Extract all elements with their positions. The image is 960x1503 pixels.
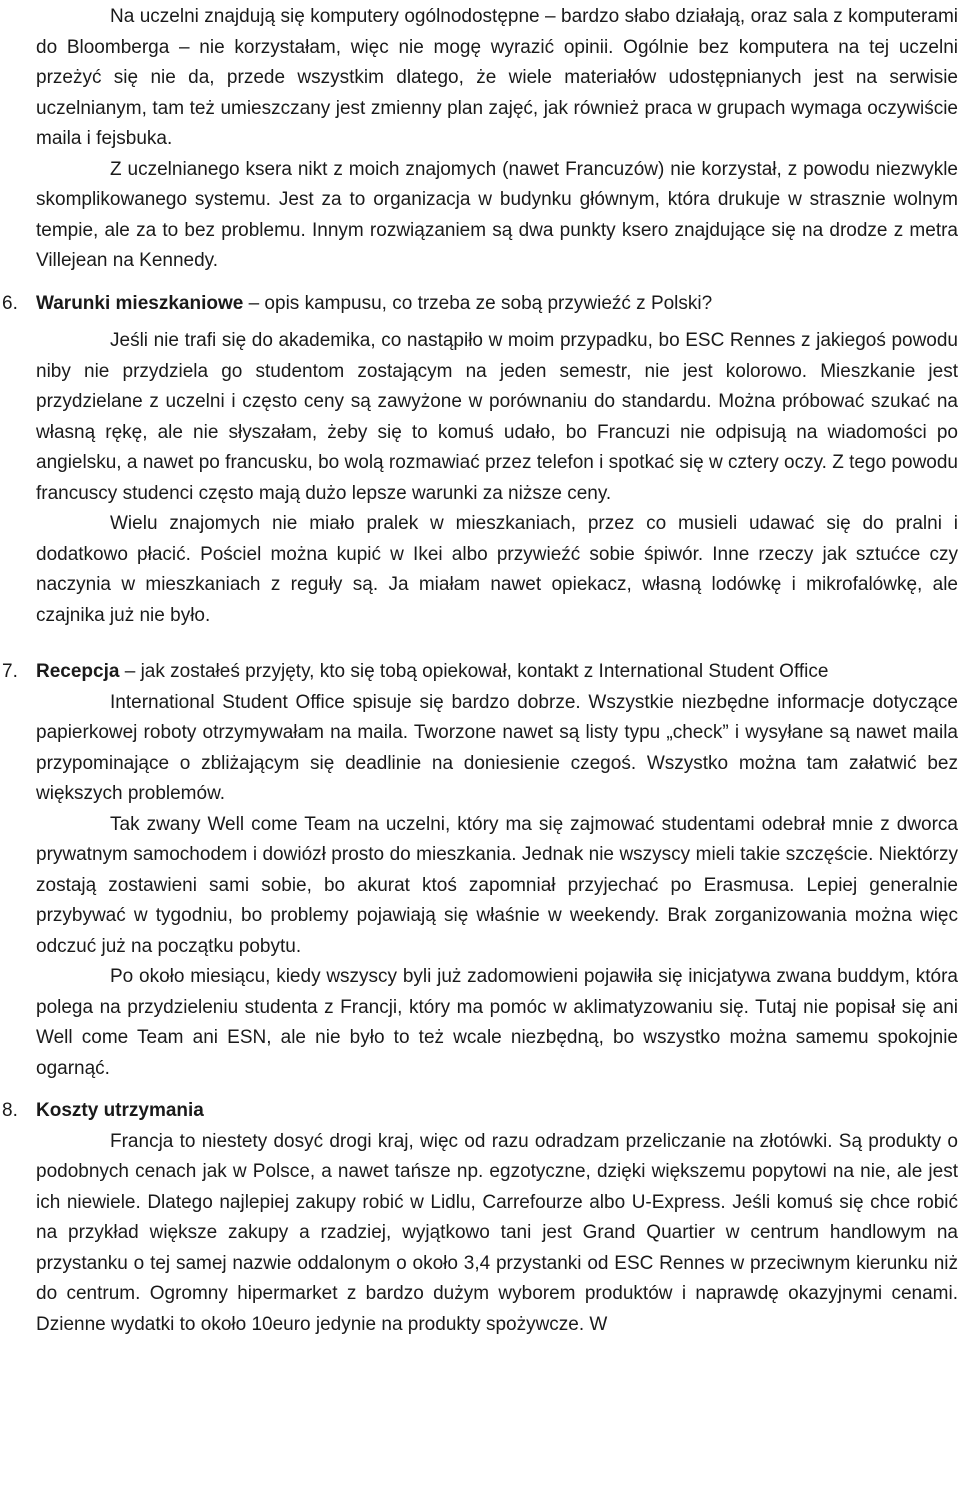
section-6-paragraph-equipment: Wielu znajomych nie miało pralek w mieszkaniach, przez co musieli udawać się do pralni i dodatkowo płacić. Pościel można kupić w Ikei albo przywieźć sobie śpiwór. Inne rzeczy jak sztućce czy naczynia w mieszkaniach z reguły są. Ja miałam nawet opiekacz, własną lodówkę i mikrofalówkę, ale czajnika już nie było.	[36, 513, 958, 626]
section-7-paragraph-buddy: Po około miesiącu, kiedy wszyscy byli już zadomowieni pojawiła się inicjatywa zwana buddym, która polega na przydzieleniu studenta z Francji, który ma pomóc w aklimatyzowaniu się. Tutaj nie popisał się ani Well come Team ani ESN, ale nie było to też wcale niezbędną, bo wszystko można samemu spokojnie ogarnąć.	[36, 966, 958, 1079]
intro-paragraph-copying: Z uczelnianego ksera nikt z moich znajomych (nawet Francuzów) nie korzystał, z powodu niezwykle skomplikowanego systemu. Jest za to organizacja w budynku głównym, która drukuje w strasznie wolnym tempie, ale za to bez problemu. Innym rozwiązaniem są dwa punkty ksero znajdujące się na drodze z metra Villejean na Kennedy.	[36, 158, 958, 271]
spacer	[36, 277, 958, 289]
section-8-paragraph-costs: Francja to niestety dosyć drogi kraj, więc od razu odradzam przeliczanie na złotówki. Są produkty o podobnych cenach jak w Polsce, a nawet tańsze np. egzotyczne, dzięki większemu popytowi na nie, ale jest ich niewiele. Dlatego najlepiej zakupy robić w Lidlu, Carrefourze albo U-Express. Jeśli komuś się chce robić na przykład większe zakupy a rzadziej, wyjątkowo tani jest Grand Quartier w centrum handlowym na przystanku o tej samej nazwie oddalonym o około 3,4 przystanki od ESC Rennes w przeciwnym kierunku niż do centrum. Ogromny hipermarket z bardzo dużym wyborem produktów i naprawdę okazyjnymi cenami. Dzienne wydatki to około 10euro jedynie na produkty spożywcze. W	[36, 1130, 958, 1335]
spacer	[36, 1084, 958, 1096]
section-7-heading	[2, 657, 958, 688]
section-8-title: Koszty utrzymania	[36, 1100, 204, 1121]
spacer	[36, 319, 958, 326]
section-8-number: 8.	[2, 1100, 18, 1121]
section-6-number: 6.	[2, 292, 18, 314]
section-7-title: Recepcja	[36, 661, 120, 682]
section-6-paragraph-housing: Jeśli nie trafi się do akademika, co nastąpiło w moim przypadku, bo ESC Rennes z jakiegoś powodu niby nie przydziela go studentom zostającym na jeden semestr, nie jest kolorowo. Mieszkanie jest przydzielane z uczelni i często ceny są zawyżone w porównaniu do standardu. Można próbować szukać na własną rękę, ale nie słyszałam, żeby się to komuś udało, bo Francuzi nie odpisują na wiadomości po angielsku, a nawet po francusku, bo wolą rozmawiać przez telefon i spotkać się w cztery oczy. Z tego powodu francuscy studenci często mają dużo lepsze warunki za niższe ceny.	[36, 330, 958, 504]
section-6-subtitle: – opis kampusu, co trzeba ze sobą przywieźć z Polski?	[243, 292, 713, 314]
section-7-paragraph-office: International Student Office spisuje się bardzo dobrze. Wszystkie niezbędne informacje dotyczące papierkowej roboty otrzymywałam na maila. Tworzone nawet są listy typu „check” i wysyłane są nawet maila przypominające o zbliżającym się deadlinie na doniesienie czegoś. Wszystko można tam załatwić bez większych problemów.	[36, 691, 958, 804]
section-7-number: 7.	[2, 661, 18, 682]
section-7-subtitle: – jak zostałeś przyjęty, kto się tobą opiekował, kontakt z International Student Office	[119, 661, 829, 682]
section-8-heading	[2, 1096, 958, 1127]
section-7-paragraph-welcome-team: Tak zwany Well come Team na uczelni, który ma się zajmować studentami odebrał mnie z dworca prywatnym samochodem i dowiózł prosto do mieszkania. Jednak nie wszyscy mieli takie szczęście. Niektórzy zostają zostawieni sami sobie, bo akurat ktoś zapomniał przyjechać po Erasmusa. Lepiej generalnie przybywać w tygodniu, bo problemy pojawiają się właśnie w weekendy. Brak zorganizowania można więc odczuć już na początku pobytu.	[36, 813, 958, 957]
section-6-title: Warunki mieszkaniowe	[36, 292, 244, 314]
section-6-heading	[2, 289, 958, 320]
spacer	[36, 631, 958, 657]
intro-paragraph-computers: Na uczelni znajdują się komputery ogólnodostępne – bardzo słabo działają, oraz sala z komputerami do Bloomberga – nie korzystałam, więc nie mogę wyrazić opinii. Ogólnie bez komputera na tej uczelni przeżyć się nie da, przede wszystkim dlatego, że wiele materiałów udostępnianych jest na serwisie uczelnianym, tam też umieszczany jest zmienny plan zajęć, jak również praca w grupach wymaga oczywiście maila i fejsbuka.	[36, 6, 958, 149]
